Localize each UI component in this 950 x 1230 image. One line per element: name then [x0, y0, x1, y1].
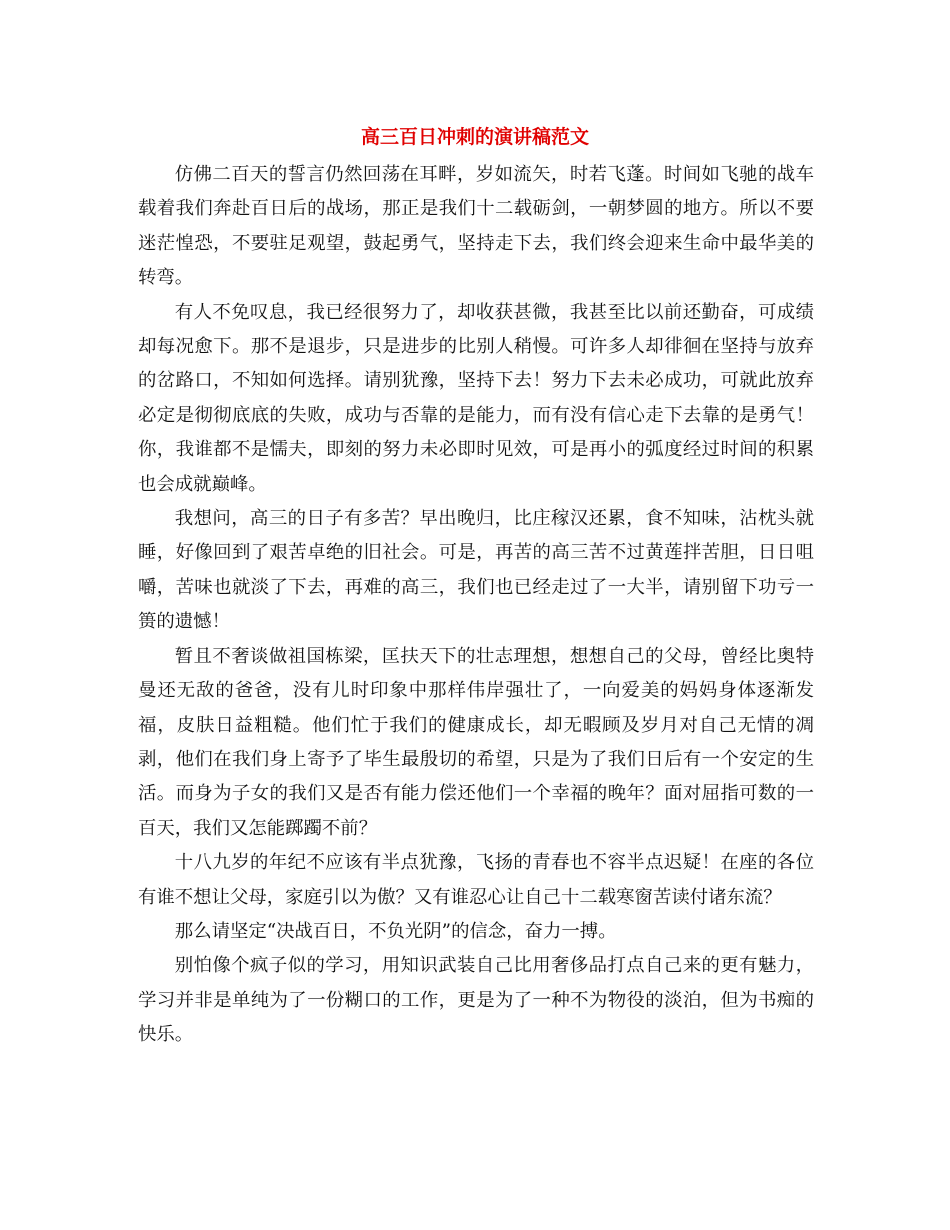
paragraph-6: 那么请坚定“决战百日，不负光阴”的信念，奋力一搏。	[174, 920, 617, 942]
paragraph-5: 十八九岁的年纪不应该有半点犹豫，飞扬的青春也不容半点迟疑！在座的各位有谁不想让父母，家庭引以为傲？又有谁忍心让自己十二载寒窗苦读付诸东流？	[138, 852, 814, 908]
paragraph-3: 我想问，高三的日子有多苦？早出晚归，比庄稼汉还累，食不知味，沾枕头就睡，好像回到了艰苦卓绝的旧社会。可是，再苦的高三苦不过黄莲拌苦胆，日日咀嚼，苦味也就淡了下去，再难的高三，我们也已经走过了一大半，请别留下功亏一篑的遗憾！	[138, 508, 814, 633]
paragraph-4: 暂且不奢谈做祖国栋梁，匡扶天下的壮志理想，想想自己的父母，曾经比奥特曼还无敌的爸爸，没有儿时印象中那样伟岸强壮了，一向爱美的妈妈身体逐渐发福，皮肤日益粗糙。他们忙于我们的健康成长，却无暇顾及岁月对自己无情的凋剥，他们在我们身上寄予了毕生最殷切的希望，只是为了我们日后有一个安定的生活。而身为子女的我们又是否有能力偿还他们一个幸福的晚年？面对屈指可数的一百天，我们又怎能踯躅不前？	[138, 645, 814, 839]
paragraph-7: 别怕像个疯子似的学习，用知识武装自己比用奢侈品打点自己来的更有魅力，学习并非是单纯为了一份糊口的工作，更是为了一种不为物役的淡泊，但为书痴的快乐。	[138, 955, 814, 1046]
paragraph-1: 仿佛二百天的誓言仍然回荡在耳畔，岁如流矢，时若飞蓬。时间如飞驰的战车载着我们奔赴百日后的战场，那正是我们十二载砺剑，一朝梦圆的地方。所以不要迷茫惶恐，不要驻足观望，鼓起勇气，坚持走下去，我们终会迎来生命中最华美的转弯。	[138, 164, 814, 289]
document-title: 高三百日冲刺的演讲稿范文	[360, 126, 589, 148]
document-body	[138, 158, 814, 1053]
paragraph-2: 有人不免叹息，我已经很努力了，却收获甚微，我甚至比以前还勤奋，可成绩却每况愈下。那不是退步，只是进步的比别人稍慢。可许多人却徘徊在坚持与放弃的岔路口，不知如何选择。请别犹豫，坚持下去！努力下去未必成功，可就此放弃必定是彻彻底底的失败，成功与否靠的是能力，而有没有信心走下去靠的是勇气！你，我谁都不是懦夫，即刻的努力未必即时见效，可是再小的弧度经过时间的积累也会成就巅峰。	[138, 301, 814, 495]
